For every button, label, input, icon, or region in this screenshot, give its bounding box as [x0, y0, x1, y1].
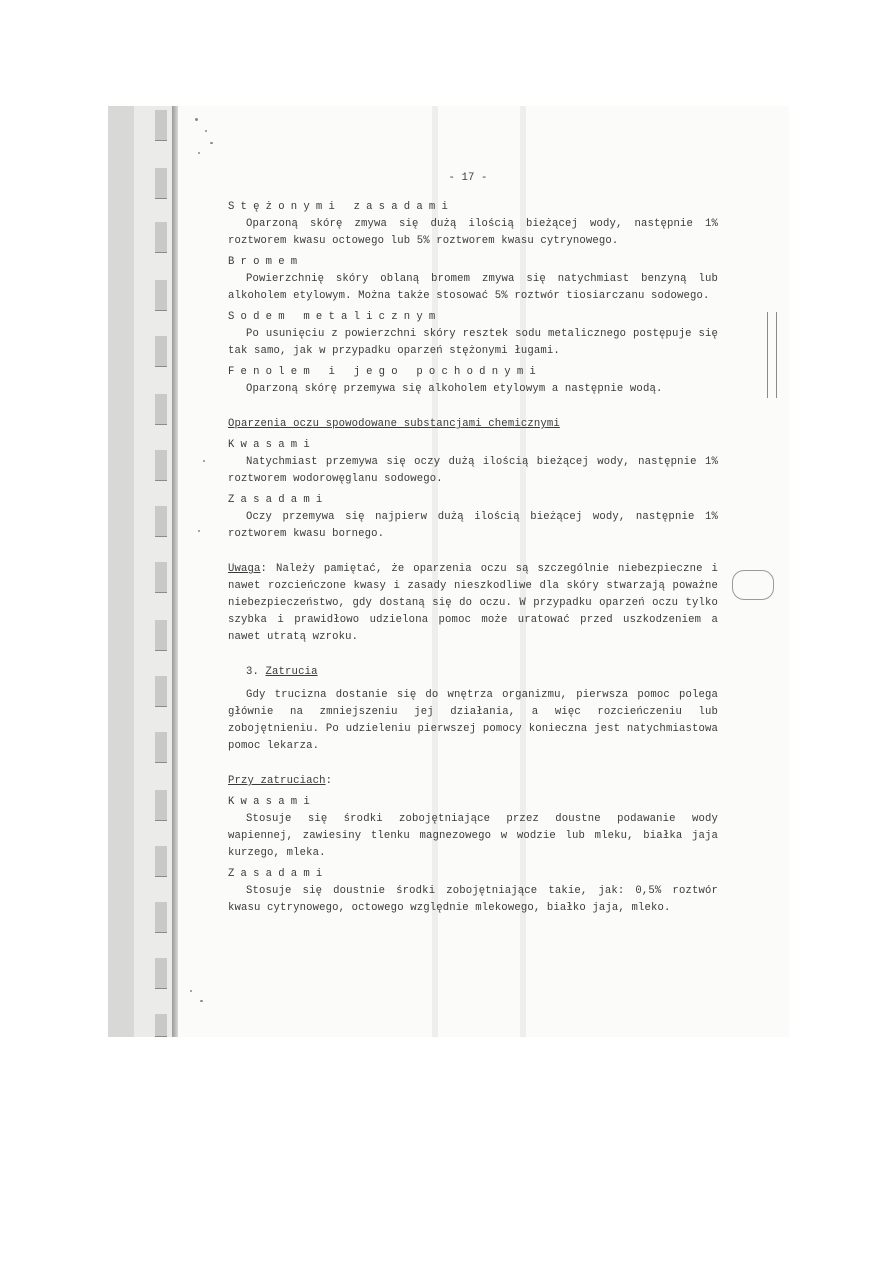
scan-speck [198, 152, 200, 154]
poisoning-subheading [228, 773, 718, 790]
margin-bracket-mark [767, 312, 777, 398]
section-paragraph: Stosuje się środki zobojętniające przez doustne podawanie wody wapiennej, zawiesiny tlenku magnezowego w wodzie lub mleku, białka jaja kurzego, mleka. [228, 813, 718, 859]
section-paragraph: Oparzoną skórę przemywa się alkoholem etylowym a następnie wodą. [246, 383, 663, 395]
section-heading: Kwasami [228, 796, 316, 808]
eyes-heading: Oparzenia oczu spowodowane substancjami chemicznymi [228, 418, 560, 430]
note-label: Uwaga [228, 563, 261, 575]
page-number: - 17 - [448, 172, 488, 184]
poisoning-subheading-colon: : [325, 775, 333, 787]
binding-tab [155, 280, 167, 311]
section-paragraph: Po usunięciu z powierzchni skóry resztek sodu metalicznego postępuje się tak samo, jak w przypadku oparzeń stężonymi ługami. [228, 328, 718, 357]
poisoning-subheading-label: Przy zatruciach [228, 775, 326, 787]
scan-speck [198, 530, 200, 532]
binding-bar [108, 106, 134, 1037]
poisoning-number: 3. [246, 666, 260, 678]
scan-speck [200, 1000, 203, 1002]
binding-tab [155, 902, 167, 933]
binding-tab [155, 506, 167, 537]
binding-tab [155, 790, 167, 821]
section-heading: Kwasami [228, 439, 316, 451]
binding-tab [155, 562, 167, 593]
binding-tab [155, 394, 167, 425]
note-paragraph [228, 561, 718, 646]
section-paragraph: Stosuje się doustnie środki zobojętniające takie, jak: 0,5% roztwór kwasu cytrynowego, octowego względnie mlekowego, białko jaja, mleko. [228, 885, 718, 914]
section-heading: Sodem metalicznym [228, 311, 442, 323]
section-paragraph: Oczy przemywa się najpierw dużą ilością bieżącej wody, następnie 1% roztworem kwasu bornego. [228, 511, 718, 540]
section-heading: Zasadami [228, 494, 329, 506]
poisoning-title: Zatrucia [265, 666, 318, 678]
scan-speck [205, 130, 207, 132]
poisoning-heading [228, 664, 718, 681]
document-body [228, 170, 718, 917]
binding-tab [155, 676, 167, 707]
scan-speck [210, 142, 213, 144]
poisoning-paragraph: Gdy trucizna dostanie się do wnętrza organizmu, pierwsza pomoc polega głównie na zmniejszeniu jej działania, a więc rozcieńczeniu lub zobojętnieniu. Po udzieleniu pierwszej pomocy konieczna jest natychmiastowa pomoc lekarza. [228, 689, 718, 752]
section-heading: Zasadami [228, 868, 329, 880]
section-paragraph: Oparzoną skórę zmywa się dużą ilością bieżącej wody, następnie 1% roztworem kwasu octowego lub 5% roztworem kwasu cytrynowego. [228, 218, 718, 247]
binding-tab [155, 846, 167, 877]
section-heading: Fenolem i jego pochodnymi [228, 366, 542, 378]
binding-tab [155, 732, 167, 763]
binding-tab [155, 336, 167, 367]
section-heading: Bromem [228, 256, 304, 268]
section-heading: Stężonymi zasadami [228, 201, 455, 213]
binding-tab [155, 110, 167, 141]
binding-tab [155, 168, 167, 199]
scan-speck [203, 460, 205, 462]
note-text: : Należy pamiętać, że oparzenia oczu są szczególnie niebezpieczne i nawet rozcieńczone kwasy i zasady nieszkodliwe dla skóry stwarzają poważne niebezpieczeństwo, gdy dostaną się do oczu. W przypadku oparzeń oczu tylko szybka i prawidłowo udzielona pomoc może uratować przed uszkodzeniem a nawet utratą wzroku. [228, 563, 718, 643]
binding-tab [155, 620, 167, 651]
section-paragraph: Powierzchnię skóry oblaną bromem zmywa się natychmiast benzyną lub alkoholem etylowym. Można także stosować 5% roztwór tiosiarczanu sodowego. [228, 273, 718, 302]
binding-tab [155, 1014, 167, 1037]
binding-shadow [172, 106, 178, 1037]
binding-tab [155, 450, 167, 481]
scan-speck [190, 990, 192, 992]
binding-tab [155, 958, 167, 989]
margin-scribble-mark [732, 570, 774, 600]
section-paragraph: Natychmiast przemywa się oczy dużą ilością bieżącej wody, następnie 1% roztworem wodorowęglanu sodowego. [228, 456, 718, 485]
scan-speck [195, 118, 198, 121]
binding-tab [155, 222, 167, 253]
